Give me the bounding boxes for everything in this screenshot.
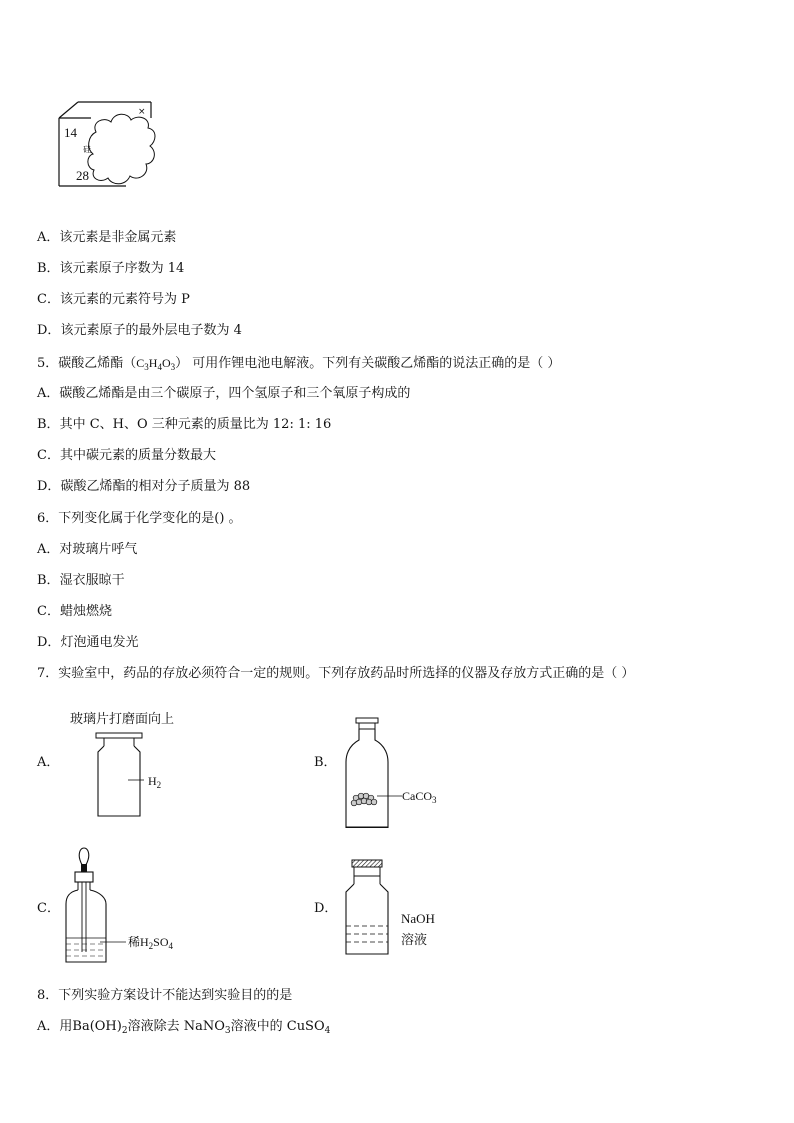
q5-stem-suffix: ） 可用作锂电池电解液。下列有关碳酸乙烯酯的说法正确的是（ ） (175, 356, 561, 371)
q7-stem: 7．实验室中，药品的存放必须符合一定的规则。下列存放药品时所选择的仪器及存放方式正确的是（ ） (37, 666, 635, 681)
q5-formula (136, 356, 175, 370)
caco3-label: CaCO (402, 789, 432, 803)
option-letter: C． (37, 448, 60, 463)
q7-option-c-figure[interactable] (62, 844, 197, 968)
q7-d-label-line2: 溶液 (401, 933, 428, 948)
element-atomic-number: 14 (64, 125, 77, 140)
q7-option-b-letter[interactable]: B． (314, 755, 337, 770)
q7-c-label (128, 933, 173, 950)
formula-c-count: 3 (144, 362, 149, 372)
formula-h-count: 4 (157, 362, 162, 372)
option-text: 灯泡通电发光 (60, 635, 139, 650)
h2so4-sub-o: 4 (168, 941, 174, 951)
option-text: 碳酸乙烯酯的相对分子质量为 88 (60, 479, 251, 494)
q8-a-part2: 溶液除去 NaNO (127, 1019, 225, 1034)
q7-d-label-line1: NaOH (401, 911, 435, 926)
q4-option-a[interactable] (37, 230, 176, 246)
q7-glass-note: 玻璃片打磨面向上 (70, 712, 175, 727)
q8-stem: 8．下列实验方案设计不能达到实验目的的是 (37, 988, 293, 1003)
q7-option-a-figure[interactable] (90, 730, 180, 822)
q8-option-a[interactable] (37, 1019, 330, 1035)
rubber-stopper-bottle-icon (340, 858, 450, 960)
element-atomic-mass: 28 (76, 168, 89, 183)
formula-h: H (148, 356, 158, 370)
option-text: 该元素原子的最外层电子数为 4 (60, 323, 242, 338)
q6-option-a[interactable] (37, 542, 137, 558)
h2-label: H (148, 774, 157, 788)
option-text: 碳酸乙烯酯是由三个碳原子，四个氢原子和三个氧原子构成的 (59, 386, 411, 401)
q4-option-c[interactable] (37, 292, 190, 308)
q8-a-sub3: 4 (324, 1026, 331, 1036)
h2-subscript: 2 (156, 780, 162, 790)
element-card-figure (56, 100, 161, 190)
q7-option-a-letter[interactable]: A． (37, 755, 60, 770)
q5-stem (37, 355, 560, 372)
caco3-subscript: 3 (432, 795, 437, 805)
option-text: 湿衣服晾干 (59, 573, 125, 588)
element-symbol-char: 硅 (83, 145, 91, 154)
option-text: 其中 C、H、O 三种元素的质量比为 12: 1: 16 (59, 417, 332, 432)
q5-stem-prefix: 5．碳酸乙烯酯（ (37, 356, 137, 371)
option-letter: B． (37, 261, 60, 276)
formula-o: O (161, 356, 171, 370)
q6-stem: 6．下列变化属于化学变化的是() 。 (37, 511, 242, 526)
option-letter: D． (37, 635, 61, 650)
h2so4-sub-h: 2 (148, 941, 154, 951)
option-letter: D． (37, 323, 61, 338)
q6-option-d[interactable] (37, 635, 138, 651)
option-letter: D． (37, 479, 61, 494)
element-card-drawing (56, 100, 161, 190)
svg-text:×: × (138, 107, 146, 117)
q4-option-d[interactable] (37, 323, 242, 339)
h2so4-mid: SO (153, 935, 169, 949)
q4-option-b[interactable] (37, 261, 184, 277)
q8-a-sub2: 3 (224, 1026, 231, 1036)
q6-option-b[interactable] (37, 573, 125, 589)
option-letter: A． (37, 1019, 60, 1034)
q8-a-part3: 溶液中的 CuSO (230, 1019, 325, 1034)
q8-a-sub1: 2 (121, 1026, 128, 1036)
option-letter: B． (37, 573, 60, 588)
q7-b-label (402, 789, 437, 804)
option-letter: A． (37, 386, 60, 401)
q7-a-label (148, 774, 161, 789)
wide-mouth-bottle-icon (340, 716, 455, 828)
option-letter: A． (37, 542, 60, 557)
option-letter: C． (37, 604, 60, 619)
q7-option-d-figure[interactable] (340, 858, 450, 960)
option-letter: A． (37, 230, 60, 245)
option-letter: C． (37, 292, 60, 307)
option-text: 该元素原子序数为 14 (59, 261, 185, 276)
q7-option-c-letter[interactable]: C． (37, 901, 60, 916)
q5-option-d[interactable] (37, 479, 250, 495)
option-text: 对玻璃片呼气 (59, 542, 138, 557)
q8-a-part1: 用Ba(OH) (59, 1019, 122, 1034)
q5-option-b[interactable] (37, 417, 331, 433)
option-text: 其中碳元素的质量分数最大 (59, 448, 216, 463)
q5-option-c[interactable] (37, 448, 216, 464)
q6-option-c[interactable] (37, 604, 112, 620)
dilute-h2so4-prefix: 稀H (128, 935, 149, 949)
q5-option-a[interactable] (37, 386, 410, 402)
option-text: 该元素是非金属元素 (59, 230, 177, 245)
option-text: 蜡烛燃烧 (59, 604, 112, 619)
formula-c: C (136, 356, 145, 370)
option-text: 该元素的元素符号为 P (59, 292, 190, 307)
q7-option-d-letter[interactable]: D． (314, 901, 338, 916)
gas-jar-icon (90, 730, 180, 822)
q7-option-b-figure[interactable] (340, 716, 455, 828)
option-letter: B． (37, 417, 60, 432)
formula-o-count: 3 (170, 362, 176, 372)
